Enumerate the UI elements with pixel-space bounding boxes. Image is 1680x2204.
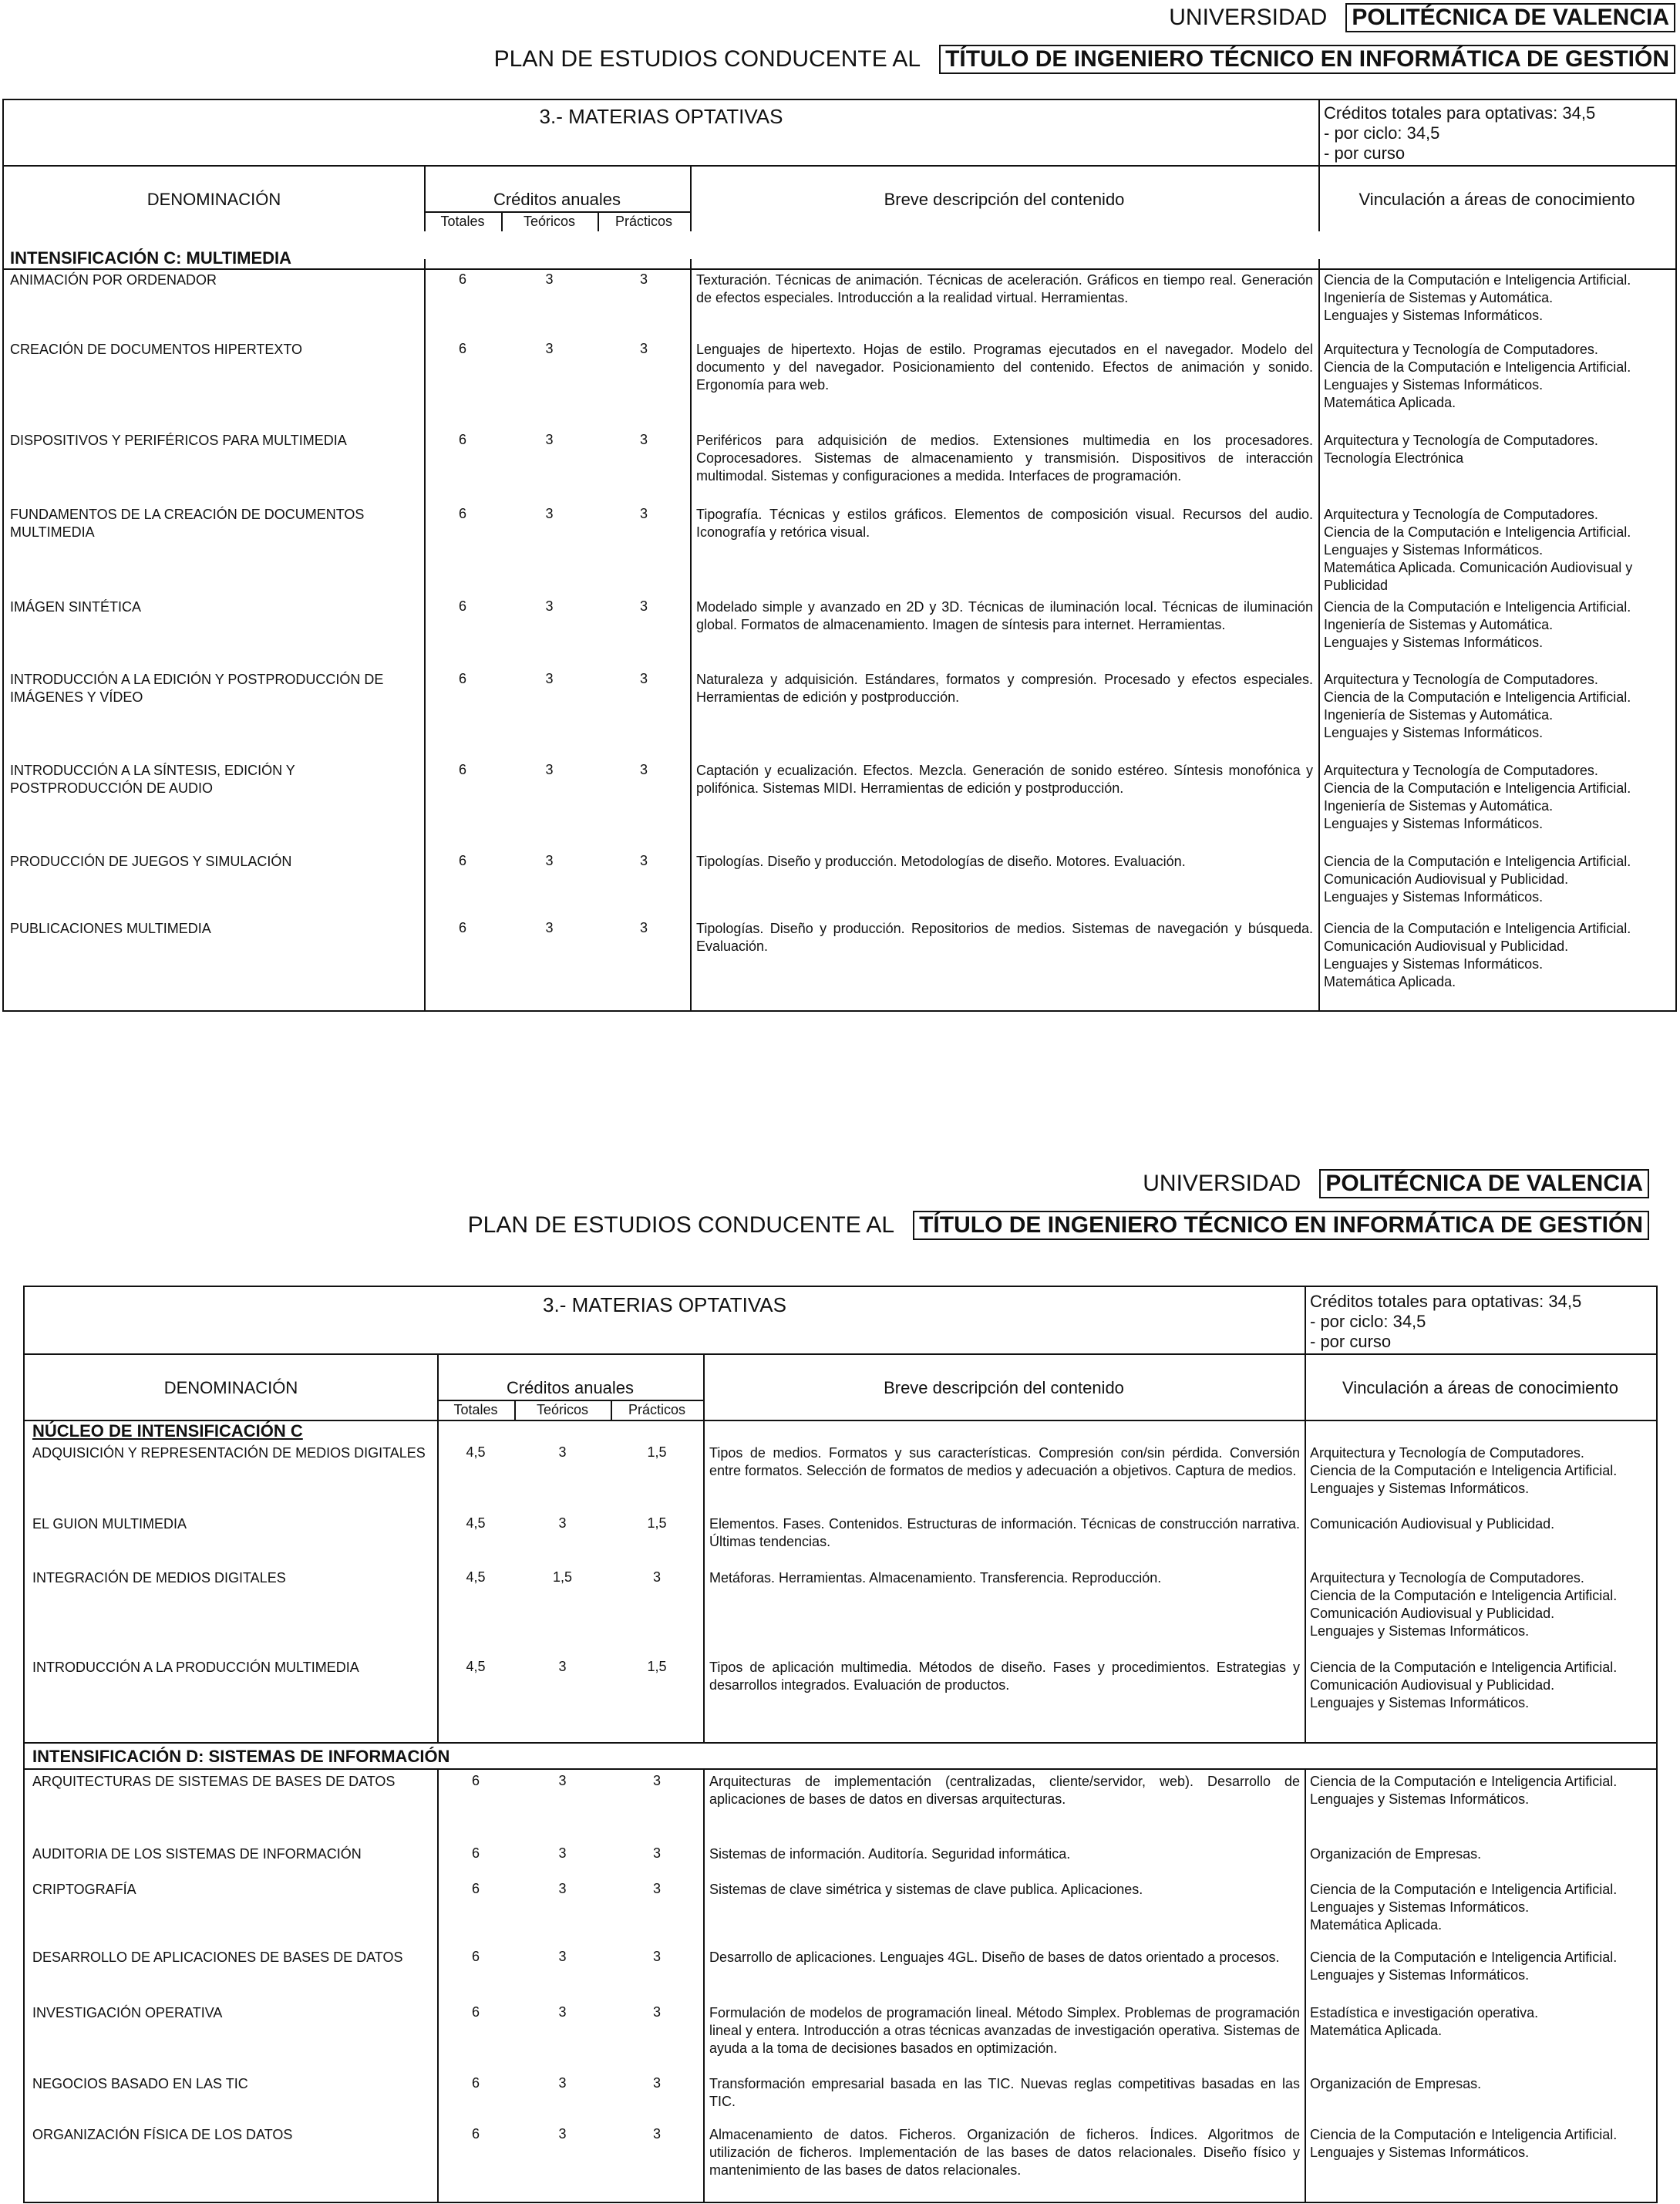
row-totales: 6 — [458, 598, 466, 614]
row-descripcion: Metáforas. Herramientas. Almacenamiento. Transferencia. Reproducción. — [709, 1570, 1162, 1586]
row-practicos: 3 — [652, 2004, 661, 2020]
row-descripcion: Arquitecturas de implementación (centralizadas, cliente/servidor, web). Desarrollo de aplicaciones de bases de datos en diversas arquitecturas. — [709, 1774, 1300, 1807]
row-descripcion: Tipos de medios. Formatos y sus características. Compresión con/sin pérdida. Conversión entre formatos. Selección de formatos de medios y adecuación a objetivos. Captura de medios. — [709, 1445, 1300, 1478]
row-totales: 6 — [471, 2126, 480, 2142]
row-practicos: 3 — [639, 271, 648, 287]
row-descripcion: Sistemas de clave simétrica y sistemas de clave publica. Aplicaciones. — [709, 1882, 1143, 1897]
row-totales: 6 — [471, 2075, 480, 2091]
row-teoricos: 3 — [558, 2075, 567, 2091]
row-totales: 6 — [458, 271, 466, 287]
row-practicos: 3 — [652, 1569, 661, 1585]
row-descripcion: Tipologías. Diseño y producción. Metodologías de diseño. Motores. Evaluación. — [696, 854, 1186, 869]
col-totales: Totales — [453, 1402, 498, 1417]
row-totales: 6 — [471, 1773, 480, 1788]
row-teoricos: 3 — [558, 1515, 567, 1531]
row-denominacion: ADQUISICIÓN Y REPRESENTACIÓN DE MEDIOS DIGITALES — [32, 1445, 426, 1461]
row-descripcion: Modelado simple y avanzado en 2D y 3D. Técnicas de iluminación local. Técnicas de iluminación global. Formatos de almacenamiento. Imagen de síntesis para internet. Herramientas. — [696, 599, 1313, 632]
plan-value: TÍTULO DE INGENIERO TÉCNICO EN INFORMÁTICA DE GESTIÓN — [939, 45, 1675, 74]
universidad-line-1 — [1169, 3, 1675, 32]
row-vinculacion: Arquitectura y Tecnología de Computadores. Ciencia de la Computación e Inteligencia Artificial. Ingeniería de Sistemas y Automática. Lenguajes y Sistemas Informáticos. — [1324, 672, 1631, 740]
section-title-sistemas: INTENSIFICACIÓN D: SISTEMAS DE INFORMACIÓN — [32, 1747, 450, 1766]
row-totales: 4,5 — [466, 1515, 486, 1531]
col-vinculacion: Vinculación a áreas de conocimiento — [1342, 1378, 1618, 1397]
row-practicos: 3 — [639, 762, 648, 777]
row-teoricos: 3 — [545, 506, 554, 521]
col-creditos-anuales: Créditos anuales — [493, 190, 621, 209]
col-descripcion: Breve descripción del contenido — [884, 1378, 1124, 1397]
por-curso: - por curso — [1324, 143, 1406, 163]
row-teoricos: 3 — [558, 1845, 567, 1861]
row-teoricos: 3 — [558, 1773, 567, 1788]
row-descripcion: Tipografía. Técnicas y estilos gráficos. Elementos de composición visual. Recursos del audio. Iconografía y retórica visual. — [696, 507, 1313, 540]
row-descripcion: Lenguajes de hipertexto. Hojas de estilo. Programas ejecutados en el navegador. Modelo del documento y del navegador. Posicionamiento del contenido. Efectos de animación y sonido. Ergonomía para web. — [696, 342, 1313, 393]
row-descripcion: Periféricos para adquisición de medios. Extensiones multimedia en los procesadores. Coprocesadores. Sistemas de almacenamiento y transmisión. Dispositivos de interacción multimodal. Sistemas y configuraciones a medida. Interfaces de programación. — [696, 433, 1313, 484]
row-denominacion: FUNDAMENTOS DE LA CREACIÓN DE DOCUMENTOS MULTIMEDIA — [10, 507, 365, 540]
row-totales: 6 — [458, 506, 466, 521]
optativas-table-page1 — [2, 99, 1677, 1012]
row-practicos: 3 — [652, 1845, 661, 1861]
row-denominacion: CREACIÓN DE DOCUMENTOS HIPERTEXTO — [10, 342, 303, 357]
row-descripcion: Tipos de aplicación multimedia. Métodos de diseño. Fases y procedimientos. Estrategias y desarrollos integrados. Evaluación de productos. — [709, 1660, 1300, 1693]
row-denominacion: CRIPTOGRAFÍA — [32, 1882, 136, 1897]
row-denominacion: DISPOSITIVOS Y PERIFÉRICOS PARA MULTIMEDIA — [10, 433, 347, 448]
row-totales: 6 — [458, 920, 466, 935]
plan-line-2 — [468, 1211, 1649, 1240]
row-practicos: 3 — [639, 920, 648, 935]
row-vinculacion: Ciencia de la Computación e Inteligencia Artificial. Lenguajes y Sistemas Informáticos. — [1310, 1950, 1618, 1983]
row-teoricos: 3 — [545, 432, 554, 447]
row-vinculacion: Organización de Empresas. — [1310, 2076, 1482, 2091]
table-title: 3.- MATERIAS OPTATIVAS — [539, 105, 783, 128]
row-teoricos: 3 — [558, 1881, 567, 1896]
row-practicos: 3 — [652, 1949, 661, 1964]
col-totales: Totales — [440, 214, 485, 229]
section-title-nucleo: NÚCLEO DE INTENSIFICACIÓN C — [32, 1421, 303, 1441]
row-practicos: 3 — [639, 506, 648, 521]
row-vinculacion: Ciencia de la Computación e Inteligencia Artificial. Comunicación Audiovisual y Publicidad. Lenguajes y Sistemas Informáticos. — [1310, 1660, 1618, 1710]
row-totales: 6 — [458, 341, 466, 356]
row-descripcion: Sistemas de información. Auditoría. Seguridad informática. — [709, 1846, 1071, 1862]
section-title: INTENSIFICACIÓN C: MULTIMEDIA — [10, 248, 292, 268]
plan-value: TÍTULO DE INGENIERO TÉCNICO EN INFORMÁTICA DE GESTIÓN — [913, 1211, 1649, 1240]
row-vinculacion: Arquitectura y Tecnología de Computadores. Tecnología Electrónica — [1324, 433, 1598, 466]
por-ciclo: - por ciclo: 34,5 — [1324, 123, 1440, 143]
row-teoricos: 3 — [545, 341, 554, 356]
row-descripcion: Texturación. Técnicas de animación. Técnicas de aceleración. Gráficos en tiempo real. Generación de efectos especiales. Introducción a la realidad virtual. Herramientas. — [696, 272, 1313, 305]
row-vinculacion: Ciencia de la Computación e Inteligencia Artificial. Ingeniería de Sistemas y Automática. Lenguajes y Sistemas Informáticos. — [1324, 599, 1631, 650]
por-curso: - por curso — [1310, 1332, 1392, 1351]
row-practicos: 3 — [652, 2126, 661, 2142]
row-denominacion: INVESTIGACIÓN OPERATIVA — [32, 2005, 223, 2020]
row-teoricos: 3 — [545, 271, 554, 287]
row-descripcion: Desarrollo de aplicaciones. Lenguajes 4GL. Diseño de bases de datos orientado a procesos. — [709, 1950, 1280, 1965]
row-totales: 6 — [458, 853, 466, 868]
row-teoricos: 3 — [545, 920, 554, 935]
row-totales: 6 — [471, 1949, 480, 1964]
row-denominacion: INTEGRACIÓN DE MEDIOS DIGITALES — [32, 1570, 286, 1586]
row-totales: 6 — [471, 1845, 480, 1861]
col-denominacion: DENOMINACIÓN — [163, 1378, 298, 1397]
plan-label: PLAN DE ESTUDIOS CONDUCENTE AL — [493, 46, 921, 72]
row-practicos: 3 — [639, 598, 648, 614]
row-totales: 6 — [458, 432, 466, 447]
row-denominacion: EL GUION MULTIMEDIA — [32, 1516, 187, 1532]
row-denominacion: NEGOCIOS BASADO EN LAS TIC — [32, 2076, 248, 2091]
row-denominacion: ANIMACIÓN POR ORDENADOR — [10, 272, 217, 288]
creditos-totales: Créditos totales para optativas: 34,5 — [1310, 1292, 1582, 1311]
row-vinculacion: Ciencia de la Computación e Inteligencia Artificial. Comunicación Audiovisual y Publicidad. Lenguajes y Sistemas Informáticos. — [1324, 854, 1631, 905]
row-practicos: 1,5 — [647, 1444, 667, 1460]
row-teoricos: 3 — [558, 2126, 567, 2142]
plan-line-1 — [494, 45, 1675, 74]
row-teoricos: 1,5 — [552, 1569, 573, 1585]
row-vinculacion: Arquitectura y Tecnología de Computadores. Ciencia de la Computación e Inteligencia Artificial. Ingeniería de Sistemas y Automática. Lenguajes y Sistemas Informáticos. — [1324, 763, 1631, 831]
row-vinculacion: Arquitectura y Tecnología de Computadores. Ciencia de la Computación e Inteligencia Artificial. Lenguajes y Sistemas Informáticos. Matemática Aplicada. Comunicación Audiovisual y Publicidad — [1324, 507, 1633, 593]
col-descripcion: Breve descripción del contenido — [884, 190, 1125, 209]
row-denominacion: DESARROLLO DE APLICACIONES DE BASES DE DATOS — [32, 1950, 403, 1965]
row-teoricos: 3 — [558, 1659, 567, 1674]
optativas-table-page2 — [23, 1286, 1658, 2203]
row-practicos: 3 — [652, 2075, 661, 2091]
row-vinculacion: Organización de Empresas. — [1310, 1846, 1482, 1862]
universidad-label: UNIVERSIDAD — [1143, 1171, 1301, 1196]
plan-label: PLAN DE ESTUDIOS CONDUCENTE AL — [467, 1212, 895, 1238]
row-vinculacion: Ciencia de la Computación e Inteligencia Artificial. Lenguajes y Sistemas Informáticos. Matemática Aplicada. — [1310, 1882, 1618, 1933]
col-creditos-anuales: Créditos anuales — [506, 1378, 635, 1397]
row-descripcion: Formulación de modelos de programación lineal. Método Simplex. Problemas de programación lineal y entera. Introducción a otras técnicas avanzadas de investigación operativa. Sistemas de ayuda a la toma de decisiones basados en optimización. — [709, 2005, 1300, 2056]
row-vinculacion: Arquitectura y Tecnología de Computadores. Ciencia de la Computación e Inteligencia Artificial. Comunicación Audiovisual y Publicidad. Lenguajes y Sistemas Informáticos. — [1310, 1570, 1618, 1639]
row-totales: 6 — [471, 2004, 480, 2020]
row-totales: 6 — [458, 671, 466, 686]
col-teoricos: Teóricos — [536, 1402, 589, 1417]
row-totales: 4,5 — [466, 1569, 486, 1585]
row-descripcion: Naturaleza y adquisición. Estándares, formatos y compresión. Procesado y efectos especiales. Herramientas de edición y postproducción. — [696, 672, 1313, 705]
row-teoricos: 3 — [558, 1949, 567, 1964]
row-denominacion: ARQUITECTURAS DE SISTEMAS DE BASES DE DATOS — [32, 1774, 396, 1789]
row-vinculacion: Ciencia de la Computación e Inteligencia Artificial. Ingeniería de Sistemas y Automática. Lenguajes y Sistemas Informáticos. — [1324, 272, 1631, 323]
row-vinculacion: Arquitectura y Tecnología de Computadores. Ciencia de la Computación e Inteligencia Artificial. Lenguajes y Sistemas Informáticos. — [1310, 1445, 1618, 1496]
row-teoricos: 3 — [545, 853, 554, 868]
row-practicos: 3 — [652, 1881, 661, 1896]
row-teoricos: 3 — [545, 671, 554, 686]
row-practicos: 3 — [639, 341, 648, 356]
row-denominacion: AUDITORIA DE LOS SISTEMAS DE INFORMACIÓN — [32, 1846, 362, 1862]
col-practicos: Prácticos — [614, 214, 673, 229]
universidad-value: POLITÉCNICA DE VALENCIA — [1319, 1169, 1649, 1198]
row-practicos: 1,5 — [647, 1659, 667, 1674]
row-totales: 4,5 — [466, 1444, 486, 1460]
row-practicos: 3 — [639, 671, 648, 686]
row-descripcion: Captación y ecualización. Efectos. Mezcla. Generación de sonido estéreo. Síntesis monofónica y polifónica. Sistemas MIDI. Herramientas de edición y postproducción. — [696, 763, 1313, 796]
row-denominacion: IMÁGEN SINTÉTICA — [10, 599, 142, 615]
row-descripcion: Almacenamiento de datos. Ficheros. Organización de ficheros. Índices. Algoritmos de utilización de ficheros. Implementación de las bases de datos relacionales. Diseño físico y mantenimiento de las bases de datos relacionales. — [709, 2127, 1300, 2178]
por-ciclo: - por ciclo: 34,5 — [1310, 1312, 1426, 1331]
row-practicos: 3 — [652, 1773, 661, 1788]
row-teoricos: 3 — [558, 1444, 567, 1460]
row-vinculacion: Ciencia de la Computación e Inteligencia Artificial. Comunicación Audiovisual y Publicidad. Lenguajes y Sistemas Informáticos. Matemática Aplicada. — [1324, 921, 1631, 989]
row-denominacion: PRODUCCIÓN DE JUEGOS Y SIMULACIÓN — [10, 854, 292, 869]
row-vinculacion: Arquitectura y Tecnología de Computadores. Ciencia de la Computación e Inteligencia Artificial. Lenguajes y Sistemas Informáticos. Matemática Aplicada. — [1324, 342, 1631, 410]
row-descripcion: Tipologías. Diseño y producción. Repositorios de medios. Sistemas de navegación y búsqueda. Evaluación. — [696, 921, 1313, 954]
row-vinculacion: Comunicación Audiovisual y Publicidad. — [1310, 1516, 1555, 1532]
row-practicos: 3 — [639, 853, 648, 868]
row-totales: 6 — [471, 1881, 480, 1896]
row-vinculacion: Ciencia de la Computación e Inteligencia Artificial. Lenguajes y Sistemas Informáticos. — [1310, 2127, 1618, 2160]
row-denominacion: INTRODUCCIÓN A LA EDICIÓN Y POSTPRODUCCIÓN DE IMÁGENES Y VÍDEO — [10, 672, 384, 705]
row-vinculacion: Estadística e investigación operativa. Matemática Aplicada. — [1310, 2005, 1539, 2038]
row-denominacion: INTRODUCCIÓN A LA PRODUCCIÓN MULTIMEDIA — [32, 1660, 359, 1675]
col-denominacion: DENOMINACIÓN — [146, 190, 281, 209]
row-totales: 6 — [458, 762, 466, 777]
row-denominacion: PUBLICACIONES MULTIMEDIA — [10, 921, 211, 936]
row-practicos: 3 — [639, 432, 648, 447]
row-practicos: 1,5 — [647, 1515, 667, 1531]
creditos-totales: Créditos totales para optativas: 34,5 — [1324, 103, 1596, 123]
row-totales: 4,5 — [466, 1659, 486, 1674]
col-practicos: Prácticos — [628, 1402, 686, 1417]
row-descripcion: Elementos. Fases. Contenidos. Estructuras de información. Técnicas de construcción narrativa. Últimas tendencias. — [709, 1516, 1300, 1549]
row-teoricos: 3 — [545, 762, 554, 777]
universidad-label: UNIVERSIDAD — [1169, 5, 1328, 30]
row-descripcion: Transformación empresarial basada en las TIC. Nuevas reglas competitivas basadas en las TIC. — [709, 2076, 1300, 2109]
col-vinculacion: Vinculación a áreas de conocimiento — [1358, 190, 1635, 209]
universidad-value: POLITÉCNICA DE VALENCIA — [1345, 3, 1675, 32]
row-teoricos: 3 — [558, 2004, 567, 2020]
universidad-line-2 — [1143, 1169, 1649, 1198]
row-denominacion: ORGANIZACIÓN FÍSICA DE LOS DATOS — [32, 2127, 293, 2142]
row-teoricos: 3 — [545, 598, 554, 614]
table-title: 3.- MATERIAS OPTATIVAS — [543, 1293, 786, 1316]
col-teoricos: Teóricos — [523, 214, 576, 229]
row-denominacion: INTRODUCCIÓN A LA SÍNTESIS, EDICIÓN Y POSTPRODUCCIÓN DE AUDIO — [10, 763, 295, 796]
row-vinculacion: Ciencia de la Computación e Inteligencia Artificial. Lenguajes y Sistemas Informáticos. — [1310, 1774, 1618, 1807]
